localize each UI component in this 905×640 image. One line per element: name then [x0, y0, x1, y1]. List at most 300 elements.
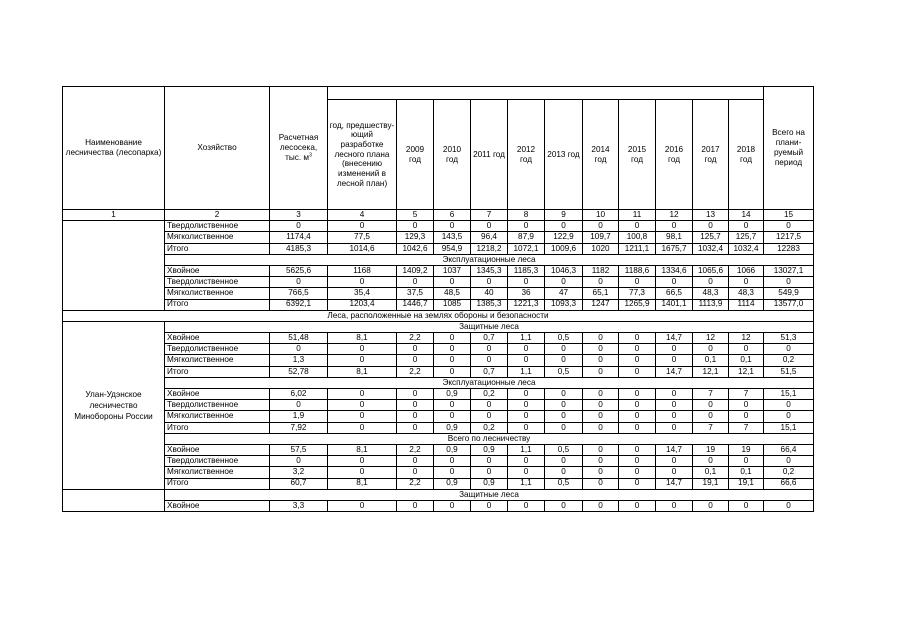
data-cell: 13027,1 — [764, 265, 814, 276]
data-cell: 0,9 — [471, 478, 508, 489]
header-year: 2015 год — [619, 100, 656, 210]
data-cell: 0 — [619, 333, 656, 344]
header-allowable-cut — [270, 87, 328, 210]
header-year: 2013 год — [545, 100, 583, 210]
data-cell: 1218,2 — [471, 243, 508, 254]
row-label: Итого — [165, 478, 270, 489]
data-cell: 0,2 — [764, 355, 814, 366]
data-cell: 0,5 — [545, 366, 583, 377]
data-cell: 0 — [328, 277, 397, 288]
data-cell: 0 — [508, 456, 545, 467]
data-cell: 77,5 — [328, 232, 397, 243]
data-cell: 0 — [656, 389, 693, 400]
data-cell: 1113,9 — [693, 299, 729, 310]
data-cell: 0 — [434, 221, 471, 232]
data-cell: 35,4 — [328, 288, 397, 299]
data-cell: 0 — [471, 344, 508, 355]
data-cell: 0 — [471, 277, 508, 288]
data-cell: 0 — [270, 277, 328, 288]
data-cell: 12,1 — [729, 366, 764, 377]
data-cell: 0 — [764, 344, 814, 355]
column-number: 14 — [729, 210, 764, 221]
data-cell: 100,8 — [619, 232, 656, 243]
data-cell: 1385,3 — [471, 299, 508, 310]
data-cell: 0,1 — [729, 467, 764, 478]
data-cell: 0,5 — [545, 478, 583, 489]
data-cell: 1009,6 — [545, 243, 583, 254]
data-cell: 0 — [619, 422, 656, 433]
data-cell: 0 — [397, 467, 434, 478]
data-cell: 0 — [583, 478, 619, 489]
data-cell: 66,4 — [764, 444, 814, 455]
data-cell: 0,1 — [693, 467, 729, 478]
data-cell: 7 — [729, 389, 764, 400]
data-cell: 0 — [508, 411, 545, 422]
data-cell: 0 — [508, 355, 545, 366]
data-cell: 0 — [693, 221, 729, 232]
data-cell: 0 — [656, 221, 693, 232]
data-cell: 0 — [270, 344, 328, 355]
data-cell: 0,9 — [434, 444, 471, 455]
data-cell: 12283 — [764, 243, 814, 254]
data-cell: 47 — [545, 288, 583, 299]
data-cell: 0,9 — [434, 478, 471, 489]
data-cell: 0 — [508, 500, 545, 511]
data-cell: 0 — [508, 400, 545, 411]
table-row — [63, 288, 814, 299]
data-cell: 12 — [693, 333, 729, 344]
data-cell: 0 — [397, 422, 434, 433]
table-body — [63, 87, 814, 512]
data-cell: 0 — [583, 500, 619, 511]
row-label: Мягколиственное — [165, 288, 270, 299]
data-cell: 51,48 — [270, 333, 328, 344]
data-cell: 0 — [619, 221, 656, 232]
row-label: Твердолиственное — [165, 456, 270, 467]
data-cell: 0 — [583, 422, 619, 433]
data-cell: 0 — [434, 277, 471, 288]
data-cell: 14,7 — [656, 478, 693, 489]
data-cell: 1072,1 — [508, 243, 545, 254]
data-cell: 0 — [508, 221, 545, 232]
data-cell: 0 — [583, 221, 619, 232]
data-cell: 1345,3 — [471, 265, 508, 276]
data-cell: 0 — [545, 344, 583, 355]
data-cell: 0 — [397, 221, 434, 232]
data-cell: 0 — [619, 478, 656, 489]
data-cell: 1409,2 — [397, 265, 434, 276]
data-cell: 0,9 — [434, 389, 471, 400]
data-cell: 0 — [471, 221, 508, 232]
header-year: 2017 год — [693, 100, 729, 210]
row-label: Мягколиственное — [165, 411, 270, 422]
data-cell: 0 — [619, 277, 656, 288]
data-cell: 0 — [328, 400, 397, 411]
data-cell: 13577,0 — [764, 299, 814, 310]
data-cell: 87,9 — [508, 232, 545, 243]
table-row — [63, 277, 814, 288]
data-cell: 0 — [545, 355, 583, 366]
data-cell: 0 — [545, 467, 583, 478]
data-cell: 51,3 — [764, 333, 814, 344]
data-cell: 19,1 — [729, 478, 764, 489]
data-cell: 3,3 — [270, 500, 328, 511]
header-allowable-cut-sup: 3 — [309, 152, 312, 159]
data-cell: 8,1 — [328, 366, 397, 377]
section-title: Защитные леса — [165, 321, 814, 332]
data-cell: 0 — [471, 467, 508, 478]
data-cell: 0 — [619, 389, 656, 400]
data-cell: 0 — [545, 221, 583, 232]
data-cell: 0 — [270, 400, 328, 411]
header-allowable-cut-text: Расчетная лесосека, тыс. м — [278, 133, 319, 162]
data-cell: 0 — [583, 400, 619, 411]
data-cell: 0 — [397, 344, 434, 355]
data-cell: 52,78 — [270, 366, 328, 377]
data-cell: 0 — [434, 366, 471, 377]
data-cell: 0 — [328, 422, 397, 433]
data-cell: 1334,6 — [656, 265, 693, 276]
data-cell: 0 — [583, 411, 619, 422]
data-cell: 0 — [397, 411, 434, 422]
data-cell: 0 — [693, 277, 729, 288]
data-cell: 12,1 — [693, 366, 729, 377]
table-row — [63, 355, 814, 366]
column-number: 8 — [508, 210, 545, 221]
table-row — [63, 366, 814, 377]
data-cell: 1,1 — [508, 478, 545, 489]
data-cell: 1014,6 — [328, 243, 397, 254]
data-cell: 1042,6 — [397, 243, 434, 254]
header-prior-year: год, предшеству-ющий разработке лесного плана (внесению изменений в лесной план) — [328, 100, 397, 210]
data-cell: 143,5 — [434, 232, 471, 243]
data-cell: 125,7 — [729, 232, 764, 243]
data-cell: 2,2 — [397, 444, 434, 455]
column-number: 10 — [583, 210, 619, 221]
data-cell: 0 — [619, 355, 656, 366]
table-row — [63, 400, 814, 411]
data-cell: 66,6 — [764, 478, 814, 489]
data-cell: 1174,4 — [270, 232, 328, 243]
data-cell: 0 — [619, 411, 656, 422]
data-cell: 0 — [619, 500, 656, 511]
data-cell: 0,2 — [764, 467, 814, 478]
row-label: Итого — [165, 366, 270, 377]
data-cell: 0 — [764, 411, 814, 422]
data-cell: 37,5 — [397, 288, 434, 299]
section-title-row — [63, 377, 814, 388]
data-cell: 0 — [583, 355, 619, 366]
data-cell: 0 — [583, 344, 619, 355]
row-label: Твердолиственное — [165, 221, 270, 232]
row-label: Мягколиственное — [165, 467, 270, 478]
table-row — [63, 389, 814, 400]
data-cell: 7 — [729, 422, 764, 433]
row-label: Мягколиственное — [165, 355, 270, 366]
data-cell: 0 — [471, 411, 508, 422]
table-row — [63, 444, 814, 455]
table-row — [63, 422, 814, 433]
data-cell: 1093,3 — [545, 299, 583, 310]
data-cell: 0 — [471, 355, 508, 366]
forestry-name-cell: Улан-Удэнское лесничество Минобороны России — [63, 321, 165, 489]
column-number: 15 — [764, 210, 814, 221]
forestry-name-cell-next — [63, 489, 165, 511]
data-cell: 0 — [656, 411, 693, 422]
section-title: Защитные леса — [165, 489, 814, 500]
table-row — [63, 299, 814, 310]
data-cell: 125,7 — [693, 232, 729, 243]
data-cell: 0,7 — [471, 333, 508, 344]
row-label: Хвойное — [165, 444, 270, 455]
data-cell: 0 — [471, 456, 508, 467]
data-cell: 0,2 — [471, 389, 508, 400]
data-cell: 0 — [508, 277, 545, 288]
column-number: 4 — [328, 210, 397, 221]
section-title-row — [63, 489, 814, 500]
data-cell: 14,7 — [656, 444, 693, 455]
row-label: Хвойное — [165, 389, 270, 400]
data-cell: 0,7 — [471, 366, 508, 377]
section-title-row — [63, 321, 814, 332]
data-cell: 1247 — [583, 299, 619, 310]
table-row — [63, 478, 814, 489]
data-cell: 14,7 — [656, 333, 693, 344]
data-cell: 0 — [729, 344, 764, 355]
data-cell: 0 — [328, 389, 397, 400]
data-cell: 1032,4 — [693, 243, 729, 254]
column-number: 7 — [471, 210, 508, 221]
data-cell: 15,1 — [764, 389, 814, 400]
row-label: Итого — [165, 422, 270, 433]
data-cell: 0 — [619, 366, 656, 377]
section-title-row — [63, 433, 814, 444]
data-cell: 0 — [328, 467, 397, 478]
data-cell: 1065,6 — [693, 265, 729, 276]
table-row — [63, 500, 814, 511]
data-cell: 7 — [693, 389, 729, 400]
row-label: Итого — [165, 243, 270, 254]
row-label: Хвойное — [165, 265, 270, 276]
data-cell: 129,3 — [397, 232, 434, 243]
data-cell: 0,9 — [471, 444, 508, 455]
data-cell: 0 — [729, 221, 764, 232]
data-cell: 0 — [434, 467, 471, 478]
data-cell: 109,7 — [583, 232, 619, 243]
data-cell: 0,1 — [729, 355, 764, 366]
data-cell: 2,2 — [397, 478, 434, 489]
data-cell: 1188,6 — [619, 265, 656, 276]
data-cell: 0 — [471, 500, 508, 511]
column-number: 3 — [270, 210, 328, 221]
data-cell: 0 — [619, 400, 656, 411]
data-cell: 0 — [693, 456, 729, 467]
data-cell: 0 — [656, 355, 693, 366]
row-label: Хвойное — [165, 500, 270, 511]
data-cell: 0 — [693, 400, 729, 411]
data-cell: 0,2 — [471, 422, 508, 433]
column-number: 12 — [656, 210, 693, 221]
section-title: Эксплуатационные леса — [165, 377, 814, 388]
data-cell: 1203,4 — [328, 299, 397, 310]
data-cell: 0 — [545, 422, 583, 433]
table-row — [63, 333, 814, 344]
data-cell: 0 — [656, 344, 693, 355]
data-cell: 1114 — [729, 299, 764, 310]
header-year: 2011 год — [471, 100, 508, 210]
row-label: Итого — [165, 299, 270, 310]
section-title: Эксплуатационные леса — [165, 254, 814, 265]
table-row — [63, 456, 814, 467]
data-cell: 0 — [583, 333, 619, 344]
data-cell: 0 — [656, 277, 693, 288]
data-cell: 1,1 — [508, 444, 545, 455]
data-cell: 1211,1 — [619, 243, 656, 254]
column-number: 13 — [693, 210, 729, 221]
header-span-blank — [328, 87, 764, 100]
column-number: 2 — [165, 210, 270, 221]
data-cell: 0 — [397, 355, 434, 366]
data-cell: 0 — [328, 411, 397, 422]
data-cell: 8,1 — [328, 478, 397, 489]
column-number: 6 — [434, 210, 471, 221]
data-cell: 1046,3 — [545, 265, 583, 276]
data-cell: 66,5 — [656, 288, 693, 299]
data-cell: 0 — [583, 444, 619, 455]
data-cell: 48,5 — [434, 288, 471, 299]
header-year: 2018 год — [729, 100, 764, 210]
section-title: Леса, расположенные на землях обороны и безопасности — [63, 310, 814, 321]
data-cell: 0 — [545, 400, 583, 411]
data-cell: 1185,3 — [508, 265, 545, 276]
data-cell: 0 — [693, 500, 729, 511]
data-cell: 40 — [471, 288, 508, 299]
data-cell: 0 — [656, 500, 693, 511]
data-cell: 1446,7 — [397, 299, 434, 310]
data-cell: 0 — [397, 389, 434, 400]
data-cell: 1221,3 — [508, 299, 545, 310]
data-cell: 1,9 — [270, 411, 328, 422]
data-cell: 48,3 — [693, 288, 729, 299]
data-cell: 1675,7 — [656, 243, 693, 254]
table-row — [63, 265, 814, 276]
data-cell: 0 — [764, 277, 814, 288]
data-cell: 19 — [693, 444, 729, 455]
data-cell: 0 — [764, 456, 814, 467]
data-cell: 96,4 — [471, 232, 508, 243]
data-cell: 0 — [693, 411, 729, 422]
data-cell: 0,9 — [434, 422, 471, 433]
data-cell: 0 — [328, 456, 397, 467]
data-cell: 1,1 — [508, 333, 545, 344]
data-cell: 6392,1 — [270, 299, 328, 310]
data-cell: 0 — [693, 344, 729, 355]
header-forestry-name: Наименование лесничества (лесопарка) — [63, 87, 165, 210]
row-label: Мягколиственное — [165, 232, 270, 243]
data-cell: 0 — [583, 366, 619, 377]
header-blank-row — [63, 87, 814, 100]
table-row — [63, 232, 814, 243]
data-cell: 0 — [729, 500, 764, 511]
data-cell: 0 — [328, 221, 397, 232]
data-cell: 0 — [545, 411, 583, 422]
table-row — [63, 411, 814, 422]
data-cell: 0 — [397, 500, 434, 511]
data-cell: 0 — [545, 277, 583, 288]
section-title-row — [63, 310, 814, 321]
column-numbers-row — [63, 210, 814, 221]
data-cell: 1168 — [328, 265, 397, 276]
column-number: 11 — [619, 210, 656, 221]
data-cell: 0 — [508, 422, 545, 433]
data-cell: 0 — [583, 456, 619, 467]
data-cell: 0 — [656, 467, 693, 478]
data-cell: 0 — [619, 444, 656, 455]
header-year: 2009 год — [397, 100, 434, 210]
data-cell: 36 — [508, 288, 545, 299]
section-title-row — [63, 254, 814, 265]
row-label: Твердолиственное — [165, 344, 270, 355]
data-cell: 0 — [583, 277, 619, 288]
data-cell: 766,5 — [270, 288, 328, 299]
data-cell: 0 — [434, 500, 471, 511]
header-year: 2014 год — [583, 100, 619, 210]
data-cell: 15,1 — [764, 422, 814, 433]
data-cell: 1066 — [729, 265, 764, 276]
data-cell: 1182 — [583, 265, 619, 276]
data-cell: 8,1 — [328, 333, 397, 344]
row-label: Твердолиственное — [165, 277, 270, 288]
forest-harvest-table — [62, 86, 814, 512]
data-cell: 1085 — [434, 299, 471, 310]
table-row — [63, 467, 814, 478]
data-cell: 1,1 — [508, 366, 545, 377]
data-cell: 65,1 — [583, 288, 619, 299]
data-cell: 0 — [619, 344, 656, 355]
data-cell: 0 — [508, 344, 545, 355]
data-cell: 1,3 — [270, 355, 328, 366]
data-cell: 549,9 — [764, 288, 814, 299]
data-cell: 2,2 — [397, 333, 434, 344]
data-cell: 0 — [729, 400, 764, 411]
data-cell: 1217,5 — [764, 232, 814, 243]
row-label: Хвойное — [165, 333, 270, 344]
data-cell: 0 — [434, 333, 471, 344]
row-label: Твердолиственное — [165, 400, 270, 411]
data-cell: 14,7 — [656, 366, 693, 377]
data-cell: 0 — [656, 456, 693, 467]
header-year: 2016 год — [656, 100, 693, 210]
data-cell: 1401,1 — [656, 299, 693, 310]
header-economy: Хозяйство — [165, 87, 270, 210]
data-cell: 5625,6 — [270, 265, 328, 276]
data-cell: 0,1 — [693, 355, 729, 366]
table-row — [63, 221, 814, 232]
data-cell: 0,5 — [545, 333, 583, 344]
data-cell: 0 — [656, 422, 693, 433]
header-year: 2012 год — [508, 100, 545, 210]
data-cell: 7,92 — [270, 422, 328, 433]
data-cell: 0 — [434, 355, 471, 366]
data-cell: 1020 — [583, 243, 619, 254]
data-cell: 0 — [764, 221, 814, 232]
data-cell: 0 — [270, 456, 328, 467]
data-cell: 0 — [508, 389, 545, 400]
data-cell: 0 — [397, 277, 434, 288]
data-cell: 0 — [328, 500, 397, 511]
data-cell: 48,3 — [729, 288, 764, 299]
data-cell: 57,5 — [270, 444, 328, 455]
